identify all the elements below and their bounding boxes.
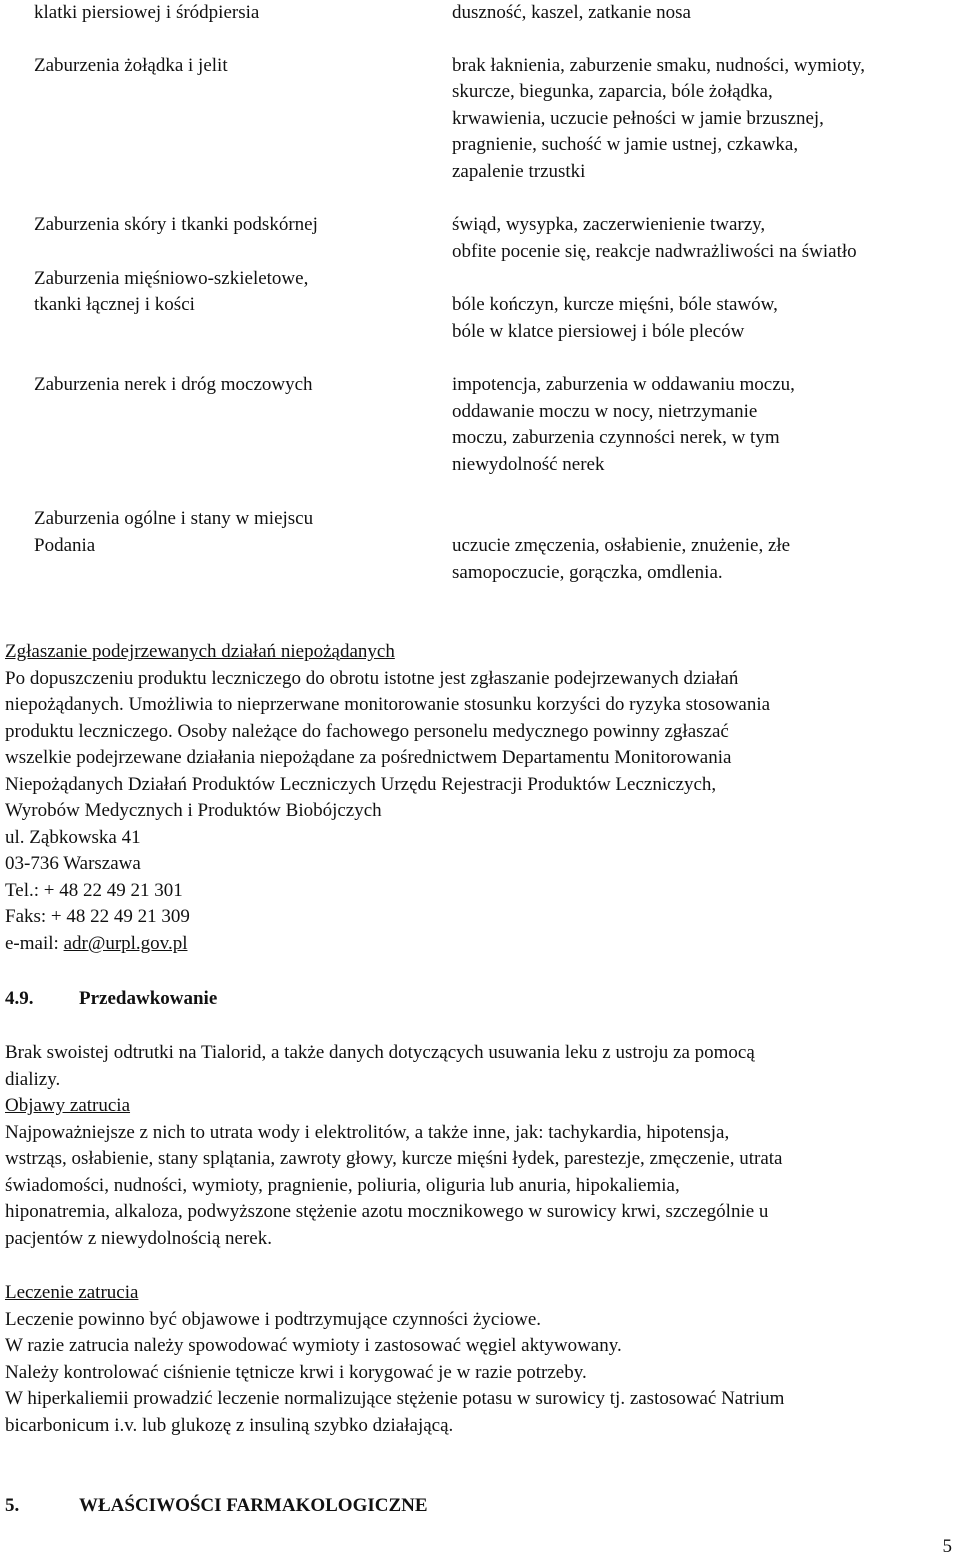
table-row-effects: krwawienia, uczucie pełności w jamie brzusznej, [452, 108, 824, 129]
treatment-line: Leczenie powinno być objawowe i podtrzymujące czynności życiowe. [5, 1308, 542, 1330]
table-row-effects: brak łaknienia, zaburzenie smaku, nudności, wymioty, [452, 55, 865, 76]
table-row-effects: bóle w klatce piersiowej i bóle pleców [452, 321, 745, 342]
table-row-effects: moczu, zaburzenia czynności nerek, w tym [452, 427, 780, 448]
reporting-line: Niepożądanych Działań Produktów Leczniczych Urzędu Rejestracji Produktów Leczniczych, [5, 773, 717, 795]
reporting-section [5, 639, 955, 957]
table-row-effects: oddawanie moczu w nocy, nietrzymanie [452, 401, 758, 422]
treatment-line: Należy kontrolować ciśnienie tętnicze krwi i korygować je w razie potrzeby. [5, 1361, 587, 1383]
address-street: ul. Ząbkowska 41 [5, 826, 141, 848]
section-number: 4.9. [5, 988, 34, 1009]
page-number: 5 [942, 1536, 952, 1557]
table-row-effects: niewydolność nerek [452, 454, 605, 475]
table-row-effects: obfite pocenie się, reakcje nadwrażliwości na światło [452, 241, 857, 262]
table-row-effects: uczucie zmęczenia, osłabienie, znużenie, złe [452, 535, 791, 556]
table-row-effects: zapalenie trzustki [452, 161, 586, 182]
email-link[interactable]: adr@urpl.gov.pl [63, 932, 188, 954]
table-row-category: Zaburzenia żołądka i jelit [34, 55, 228, 76]
reporting-line: produktu leczniczego. Osoby należące do fachowego personelu medycznego powinny zgłaszać [5, 720, 729, 742]
section5-heading [5, 1493, 955, 1520]
table-row-effects: duszność, kaszel, zatkanie nosa [452, 2, 691, 23]
section-title: WŁAŚCIWOŚCI FARMAKOLOGICZNE [79, 1495, 428, 1516]
table-row-effects: impotencja, zaburzenia w oddawaniu moczu, [452, 374, 795, 395]
phone-number: Tel.: + 48 22 49 21 301 [5, 879, 183, 901]
table-row-category: Zaburzenia skóry i tkanki podskórnej [34, 214, 318, 235]
address-city: 03-736 Warszawa [5, 853, 141, 874]
table-row-category: klatki piersiowej i śródpiersia [34, 2, 260, 23]
table-row-effects: samopoczucie, gorączka, omdlenia. [452, 562, 723, 583]
overdose-intro-line: Brak swoistej odtrutki na Tialorid, a także danych dotyczących usuwania leku z ustroju za pomocą [5, 1042, 755, 1063]
table-row-category: tkanki łącznej i kości [34, 294, 195, 315]
table-row-category: Podania [34, 535, 96, 556]
treatment-line: W razie zatrucia należy spowodować wymioty i zastosować węgiel aktywowany. [5, 1335, 622, 1356]
overdose-section [5, 1040, 955, 1252]
table-row-category: Zaburzenia mięśniowo-szkieletowe, [34, 268, 309, 289]
fax-number: Faks: + 48 22 49 21 309 [5, 906, 190, 927]
table-row-category: Zaburzenia nerek i dróg moczowych [34, 374, 313, 395]
overdose-heading [5, 986, 955, 1013]
symptoms-heading: Objawy zatrucia [5, 1095, 131, 1116]
email-line [5, 931, 955, 958]
table-row-category: Zaburzenia ogólne i stany w miejscu [34, 508, 314, 529]
treatment-line: bicarbonicum i.v. lub glukozę z insuliną szybko działającą. [5, 1414, 454, 1436]
reporting-heading: Zgłaszanie podejrzewanych działań niepożądanych [5, 641, 395, 662]
symptoms-line: świadomości, nudności, wymioty, pragnienie, poliuria, oliguria lub anuria, hipokaliemia, [5, 1174, 680, 1196]
reporting-line: Wyrobów Medycznych i Produktów Biobójczych [5, 800, 382, 821]
treatment-line: W hiperkaliemii prowadzić leczenie normalizujące stężenie potasu w surowicy tj. zastosować Natrium [5, 1388, 785, 1409]
treatment-heading: Leczenie zatrucia [5, 1282, 139, 1303]
reporting-line: niepożądanych. Umożliwia to nieprzerwane monitorowanie stosunku korzyści do ryzyka stosowania [5, 694, 771, 715]
symptoms-line: hiponatremia, alkaloza, podwyższone stężenie azotu mocznikowego w surowicy krwi, szczególnie u [5, 1201, 769, 1222]
symptoms-line: wstrząs, osłabienie, stany splątania, zawroty głowy, kurcze mięśni łydek, parestezje, zmęczenie, utrata [5, 1148, 783, 1169]
symptoms-line: Najpoważniejsze z nich to utrata wody i elektrolitów, a także inne, jak: tachykardia, hipotensja, [5, 1121, 730, 1143]
reporting-line: wszelkie podejrzewane działania niepożądane za pośrednictwem Departamentu Monitorowania [5, 747, 732, 768]
reporting-line: Po dopuszczeniu produktu leczniczego do obrotu istotne jest zgłaszanie podejrzewanych działań [5, 667, 739, 689]
treatment-section [5, 1280, 955, 1439]
symptoms-line: pacjentów z niewydolnością nerek. [5, 1227, 272, 1249]
table-row-effects: skurcze, biegunka, zaparcia, bóle żołądka, [452, 81, 773, 102]
section-number: 5. [5, 1495, 20, 1516]
overdose-intro-line: dializy. [5, 1068, 61, 1090]
email-label: e-mail: [5, 932, 64, 954]
table-row-effects: świąd, wysypka, zaczerwienienie twarzy, [452, 214, 766, 235]
table-row-effects: pragnienie, suchość w jamie ustnej, czkawka, [452, 134, 799, 155]
section-title: Przedawkowanie [79, 988, 218, 1009]
table-row-effects: bóle kończyn, kurcze mięśni, bóle stawów, [452, 294, 778, 315]
